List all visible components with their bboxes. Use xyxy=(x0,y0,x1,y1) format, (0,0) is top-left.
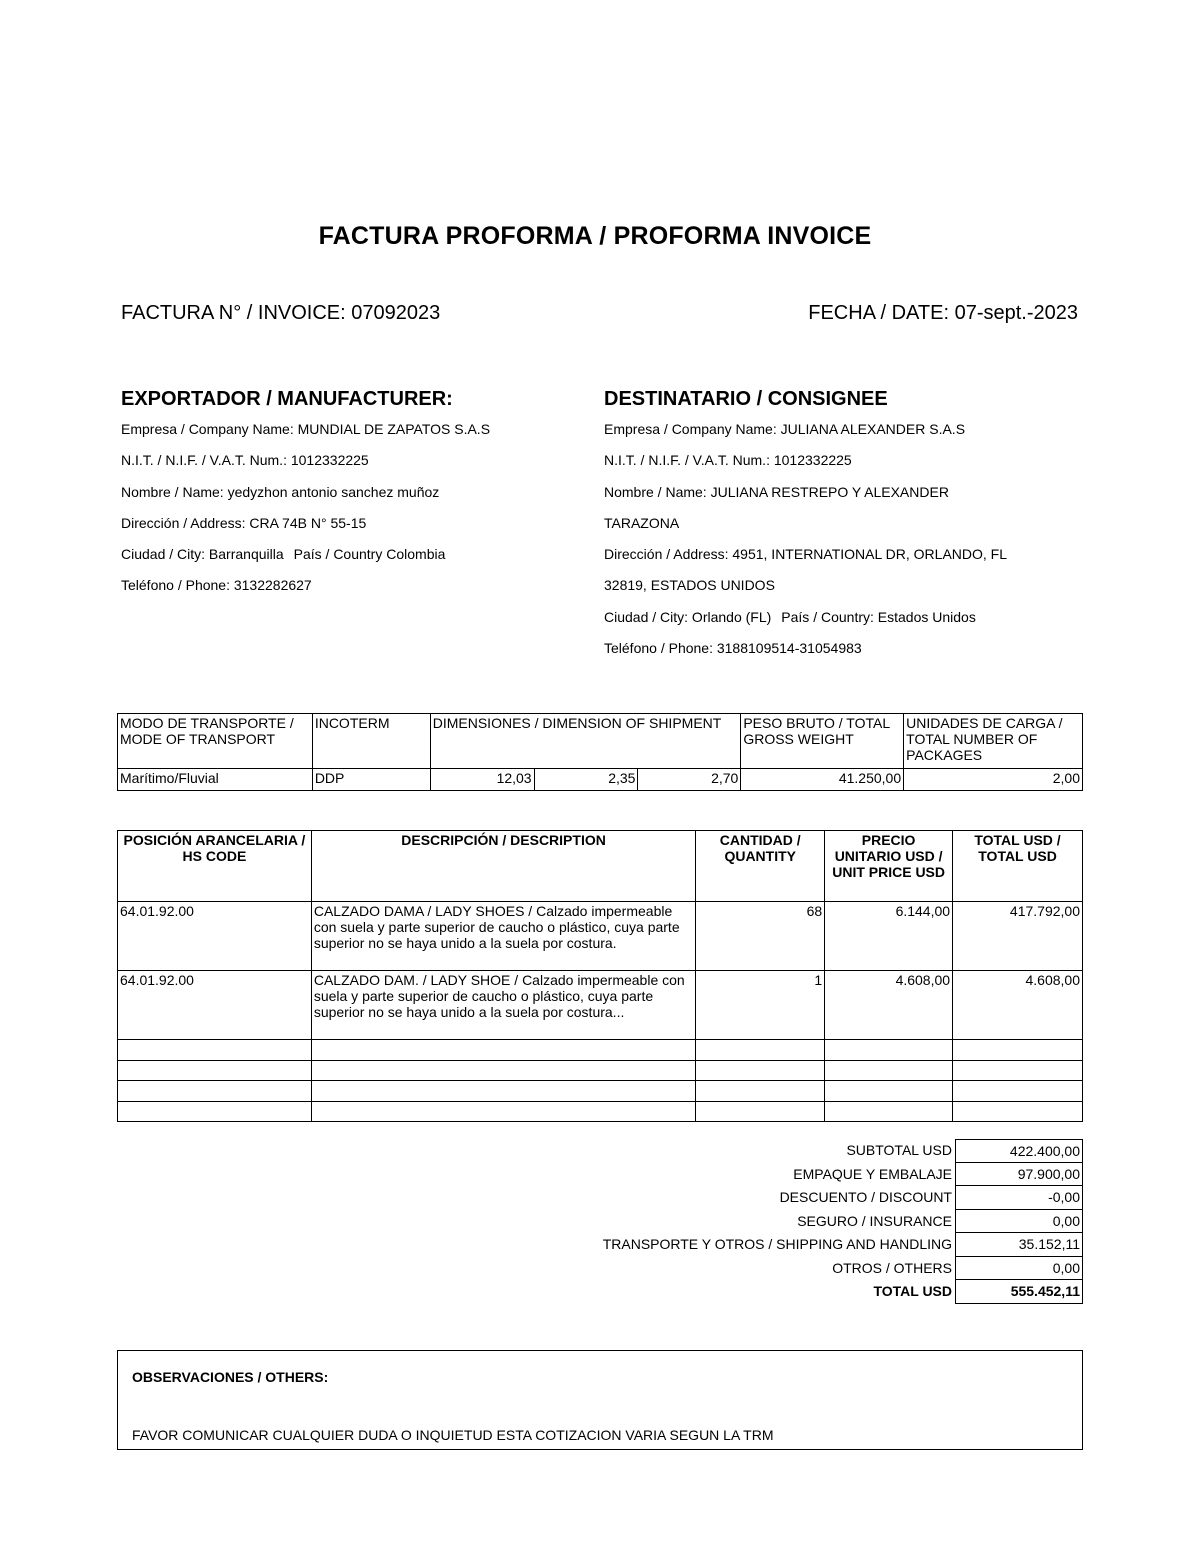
exporter-city-country xyxy=(121,545,591,576)
insurance-row xyxy=(117,1210,1083,1234)
consignee-city-country xyxy=(604,608,1074,639)
dimension-height: 2,70 xyxy=(638,769,741,791)
incoterm-value: DDP xyxy=(312,769,430,791)
invoice-number-value: 07092023 xyxy=(351,302,441,324)
item-total: 4.608,00 xyxy=(953,971,1083,1040)
invoice-number xyxy=(121,302,440,325)
insurance-label: SEGURO / INSURANCE xyxy=(797,1210,956,1234)
weight-value: 41.250,00 xyxy=(741,769,904,791)
consignee-company: Empresa / Company Name: JULIANA ALEXANDER S.A.S xyxy=(604,421,966,437)
item-unit-price: 4.608,00 xyxy=(825,971,953,1040)
empty-row xyxy=(118,1081,1083,1102)
item-quantity: 68 xyxy=(696,902,825,971)
total-header: TOTAL USD / TOTAL USD xyxy=(953,831,1083,902)
hs-code: 64.01.92.00 xyxy=(118,971,312,1040)
exporter-heading: EXPORTADOR / MANUFACTURER: xyxy=(121,388,453,410)
dimensions-header: DIMENSIONES / DIMENSION OF SHIPMENT xyxy=(430,714,741,769)
total-value: 555.452,11 xyxy=(956,1280,1083,1304)
packing-value: 97.900,00 xyxy=(956,1163,1083,1187)
packing-label: EMPAQUE Y EMBALAJE xyxy=(793,1163,956,1187)
observations-text: FAVOR COMUNICAR CUALQUIER DUDA O INQUIETUD ESTA COTIZACION VARIA SEGUN LA TRM xyxy=(132,1427,774,1443)
table-row xyxy=(118,971,1083,1040)
consignee-section xyxy=(604,388,1074,670)
total-label: TOTAL USD xyxy=(873,1280,956,1304)
mode-value: Marítimo/Fluvial xyxy=(118,769,313,791)
shipping-label: TRANSPORTE Y OTROS / SHIPPING AND HANDLING xyxy=(603,1233,956,1257)
insurance-value: 0,00 xyxy=(956,1210,1083,1234)
packages-header: UNIDADES DE CARGA / TOTAL NUMBER OF PACKAGES xyxy=(904,714,1083,769)
packing-row xyxy=(117,1163,1083,1187)
subtotal-row xyxy=(117,1139,1083,1163)
qty-header: CANTIDAD / QUANTITY xyxy=(696,831,825,902)
page-title: FACTURA PROFORMA / PROFORMA INVOICE xyxy=(318,222,872,250)
item-total: 417.792,00 xyxy=(953,902,1083,971)
table-row xyxy=(118,902,1083,971)
item-unit-price: 6.144,00 xyxy=(825,902,953,971)
subtotal-label: SUBTOTAL USD xyxy=(846,1139,956,1163)
item-description: CALZADO DAMA / LADY SHOES / Calzado impermeable con suela y parte superior de caucho o plástico, cuya parte superior no se haya unido a la suela por costura. xyxy=(311,902,695,971)
exporter-name: Nombre / Name: yedyzhon antonio sanchez muñoz xyxy=(121,483,440,500)
others-value: 0,00 xyxy=(956,1257,1083,1281)
items-header-row xyxy=(118,831,1083,902)
invoice-number-label: FACTURA N° / INVOICE: xyxy=(121,302,346,324)
empty-row xyxy=(118,1060,1083,1081)
exporter-address: Dirección / Address: CRA 74B N° 55-15 xyxy=(121,514,367,531)
price-header: PRECIO UNITARIO USD / UNIT PRICE USD xyxy=(825,831,953,902)
item-quantity: 1 xyxy=(696,971,825,1040)
desc-header: DESCRIPCIÓN / DESCRIPTION xyxy=(311,831,695,902)
consignee-country: País / Country: Estados Unidos xyxy=(781,608,976,625)
total-row xyxy=(117,1280,1083,1304)
consignee-name-cont: TARAZONA xyxy=(604,514,680,531)
dimension-length: 12,03 xyxy=(430,769,534,791)
shipping-value: 35.152,11 xyxy=(956,1233,1083,1257)
hs-header: POSICIÓN ARANCELARIA / HS CODE xyxy=(118,831,312,902)
invoice-date-label: FECHA / DATE: xyxy=(808,302,950,324)
shipment-header-row xyxy=(118,714,1083,769)
consignee-phone: Teléfono / Phone: 3188109514-31054983 xyxy=(604,640,862,657)
discount-row xyxy=(117,1186,1083,1210)
weight-header: PESO BRUTO / TOTAL GROSS WEIGHT xyxy=(741,714,904,769)
shipping-row xyxy=(117,1233,1083,1257)
consignee-name: Nombre / Name: JULIANA RESTREPO Y ALEXANDER xyxy=(604,483,949,500)
packages-value: 2,00 xyxy=(904,769,1083,791)
discount-value: -0,00 xyxy=(956,1186,1083,1210)
exporter-company: Empresa / Company Name: MUNDIAL DE ZAPATOS S.A.S xyxy=(121,421,491,437)
exporter-country: País / Country Colombia xyxy=(293,546,446,563)
consignee-address-cont: 32819, ESTADOS UNIDOS xyxy=(604,577,775,594)
exporter-nit: N.I.T. / N.I.F. / V.A.T. Num.: 1012332225 xyxy=(121,452,369,469)
empty-row xyxy=(118,1101,1083,1122)
exporter-city: Ciudad / City: Barranquilla xyxy=(121,546,284,563)
consignee-heading: DESTINATARIO / CONSIGNEE xyxy=(604,388,888,410)
dimension-width: 2,35 xyxy=(534,769,638,791)
totals-section xyxy=(117,1139,1083,1304)
exporter-phone: Teléfono / Phone: 3132282627 xyxy=(121,577,312,594)
incoterm-header: INCOTERM xyxy=(312,714,430,769)
invoice-date-value: 07-sept.-2023 xyxy=(954,302,1078,324)
item-description: CALZADO DAM. / LADY SHOE / Calzado impermeable con suela y parte superior de caucho o plástico, cuya parte superior no se haya unido a la suela por costura... xyxy=(311,971,695,1040)
others-label: OTROS / OTHERS xyxy=(832,1257,956,1281)
invoice-date xyxy=(808,302,1078,325)
observations-heading: OBSERVACIONES / OTHERS: xyxy=(132,1369,329,1385)
discount-label: DESCUENTO / DISCOUNT xyxy=(780,1186,956,1210)
empty-row xyxy=(118,1040,1083,1061)
consignee-nit: N.I.T. / N.I.F. / V.A.T. Num.: 1012332225 xyxy=(604,452,852,469)
consignee-city: Ciudad / City: Orlando (FL) xyxy=(604,608,772,625)
shipment-table xyxy=(117,713,1083,791)
hs-code: 64.01.92.00 xyxy=(118,902,312,971)
items-table xyxy=(117,830,1083,1122)
exporter-section xyxy=(121,388,591,608)
shipment-value-row xyxy=(118,769,1083,791)
others-row xyxy=(117,1257,1083,1281)
observations-box xyxy=(117,1350,1083,1450)
subtotal-value: 422.400,00 xyxy=(956,1139,1083,1163)
consignee-address: Dirección / Address: 4951, INTERNATIONAL DR, ORLANDO, FL xyxy=(604,546,1008,563)
mode-header: MODO DE TRANSPORTE / MODE OF TRANSPORT xyxy=(118,714,313,769)
